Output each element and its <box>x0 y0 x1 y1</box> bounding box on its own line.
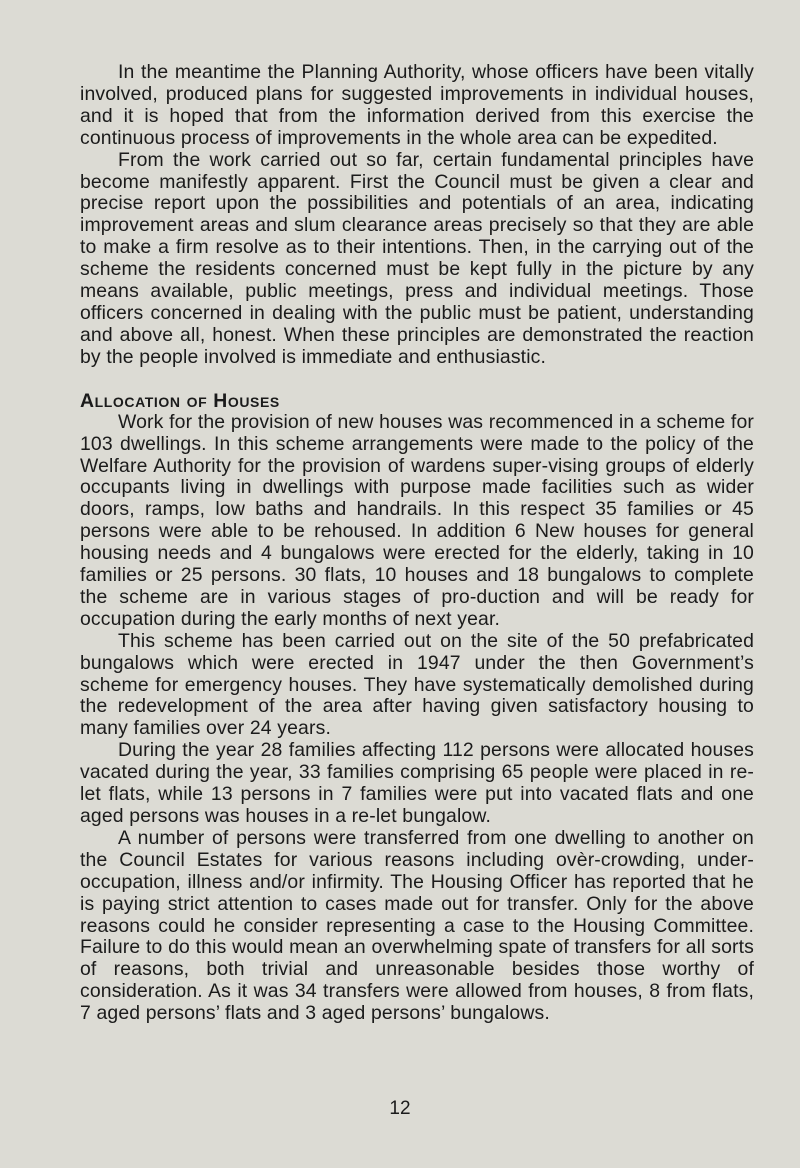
paragraph-fundamental-principles: From the work carried out so far, certain fundamental principles have become manifestly apparent. First the Council must be given a clear and precise report upon the possibilities and potentials of an area, indicating improvement areas and slum clearance areas precisely so that they are able to make a firm resolve as to their intentions. Then, in the carrying out of the scheme the residents concerned must be kept fully in the picture by any means available, public meetings, press and individual meetings. Those officers concerned in dealing with the public must be patient, understanding and above all, honest. When these principles are demonstrated the reaction by the people involved is immediate and enthusiastic. <box>80 148 754 368</box>
page-number: 12 <box>389 1098 411 1119</box>
section-heading-allocation: Allocation of Houses <box>80 389 280 412</box>
paragraph-allocations-during-year: During the year 28 families affecting 112 persons were allocated houses vacated during the year, 33 families comprising 65 people were placed in re-let flats, while 13 persons in 7 families were put into vacated flats and one aged persons was houses in a re-let bungalow. <box>80 739 754 827</box>
paragraph-new-houses-scheme: Work for the provision of new houses was recommenced in a scheme for 103 dwellings. In this scheme arrangements were made to the policy of the Welfare Authority for the provision of wardens super-vising groups of elderly occupants living in dwellings with purpose made facilities such as wider doors, ramps, low baths and handrails. In this respect 35 families or 45 persons were able to be rehoused. In addition 6 New houses for general housing needs and 4 bungalows were erected for the elderly, taking in 10 families or 25 persons. 30 flats, 10 houses and 18 bungalows to complete the scheme are in various stages of pro-duction and will be ready for occupation during the early months of next year. <box>80 410 754 630</box>
paragraph-transfers: A number of persons were transferred from one dwelling to another on the Council Estates for various reasons including ovèr-crowding, under-occupation, illness and/or infirmity. The Housing Officer has reported that he is paying strict attention to cases made out for transfer. Only for the above reasons could he consider representing a case to the Housing Committee. Failure to do this would mean an overwhelming spate of transfers for all sorts of reasons, both trivial and unreasonable besides those worthy of consideration. As it was 34 transfers were allowed from houses, 8 from flats, 7 aged persons’ flats and 3 aged persons’ bungalows. <box>80 826 754 1025</box>
paragraph-prefabricated-site: This scheme has been carried out on the site of the 50 prefabricated bungalows which were erected in 1947 under the then Government’s scheme for emergency houses. They have systematically demolished during the redevelopment of the area after having given satisfactory housing to many families over 24 years. <box>80 629 754 740</box>
paragraph-planning-authority: In the meantime the Planning Authority, whose officers have been vitally involved, produced plans for suggested improvements in individual houses, and it is hoped that from the information derived from this exercise the continuous process of improvements in the whole area can be expedited. <box>80 61 754 149</box>
